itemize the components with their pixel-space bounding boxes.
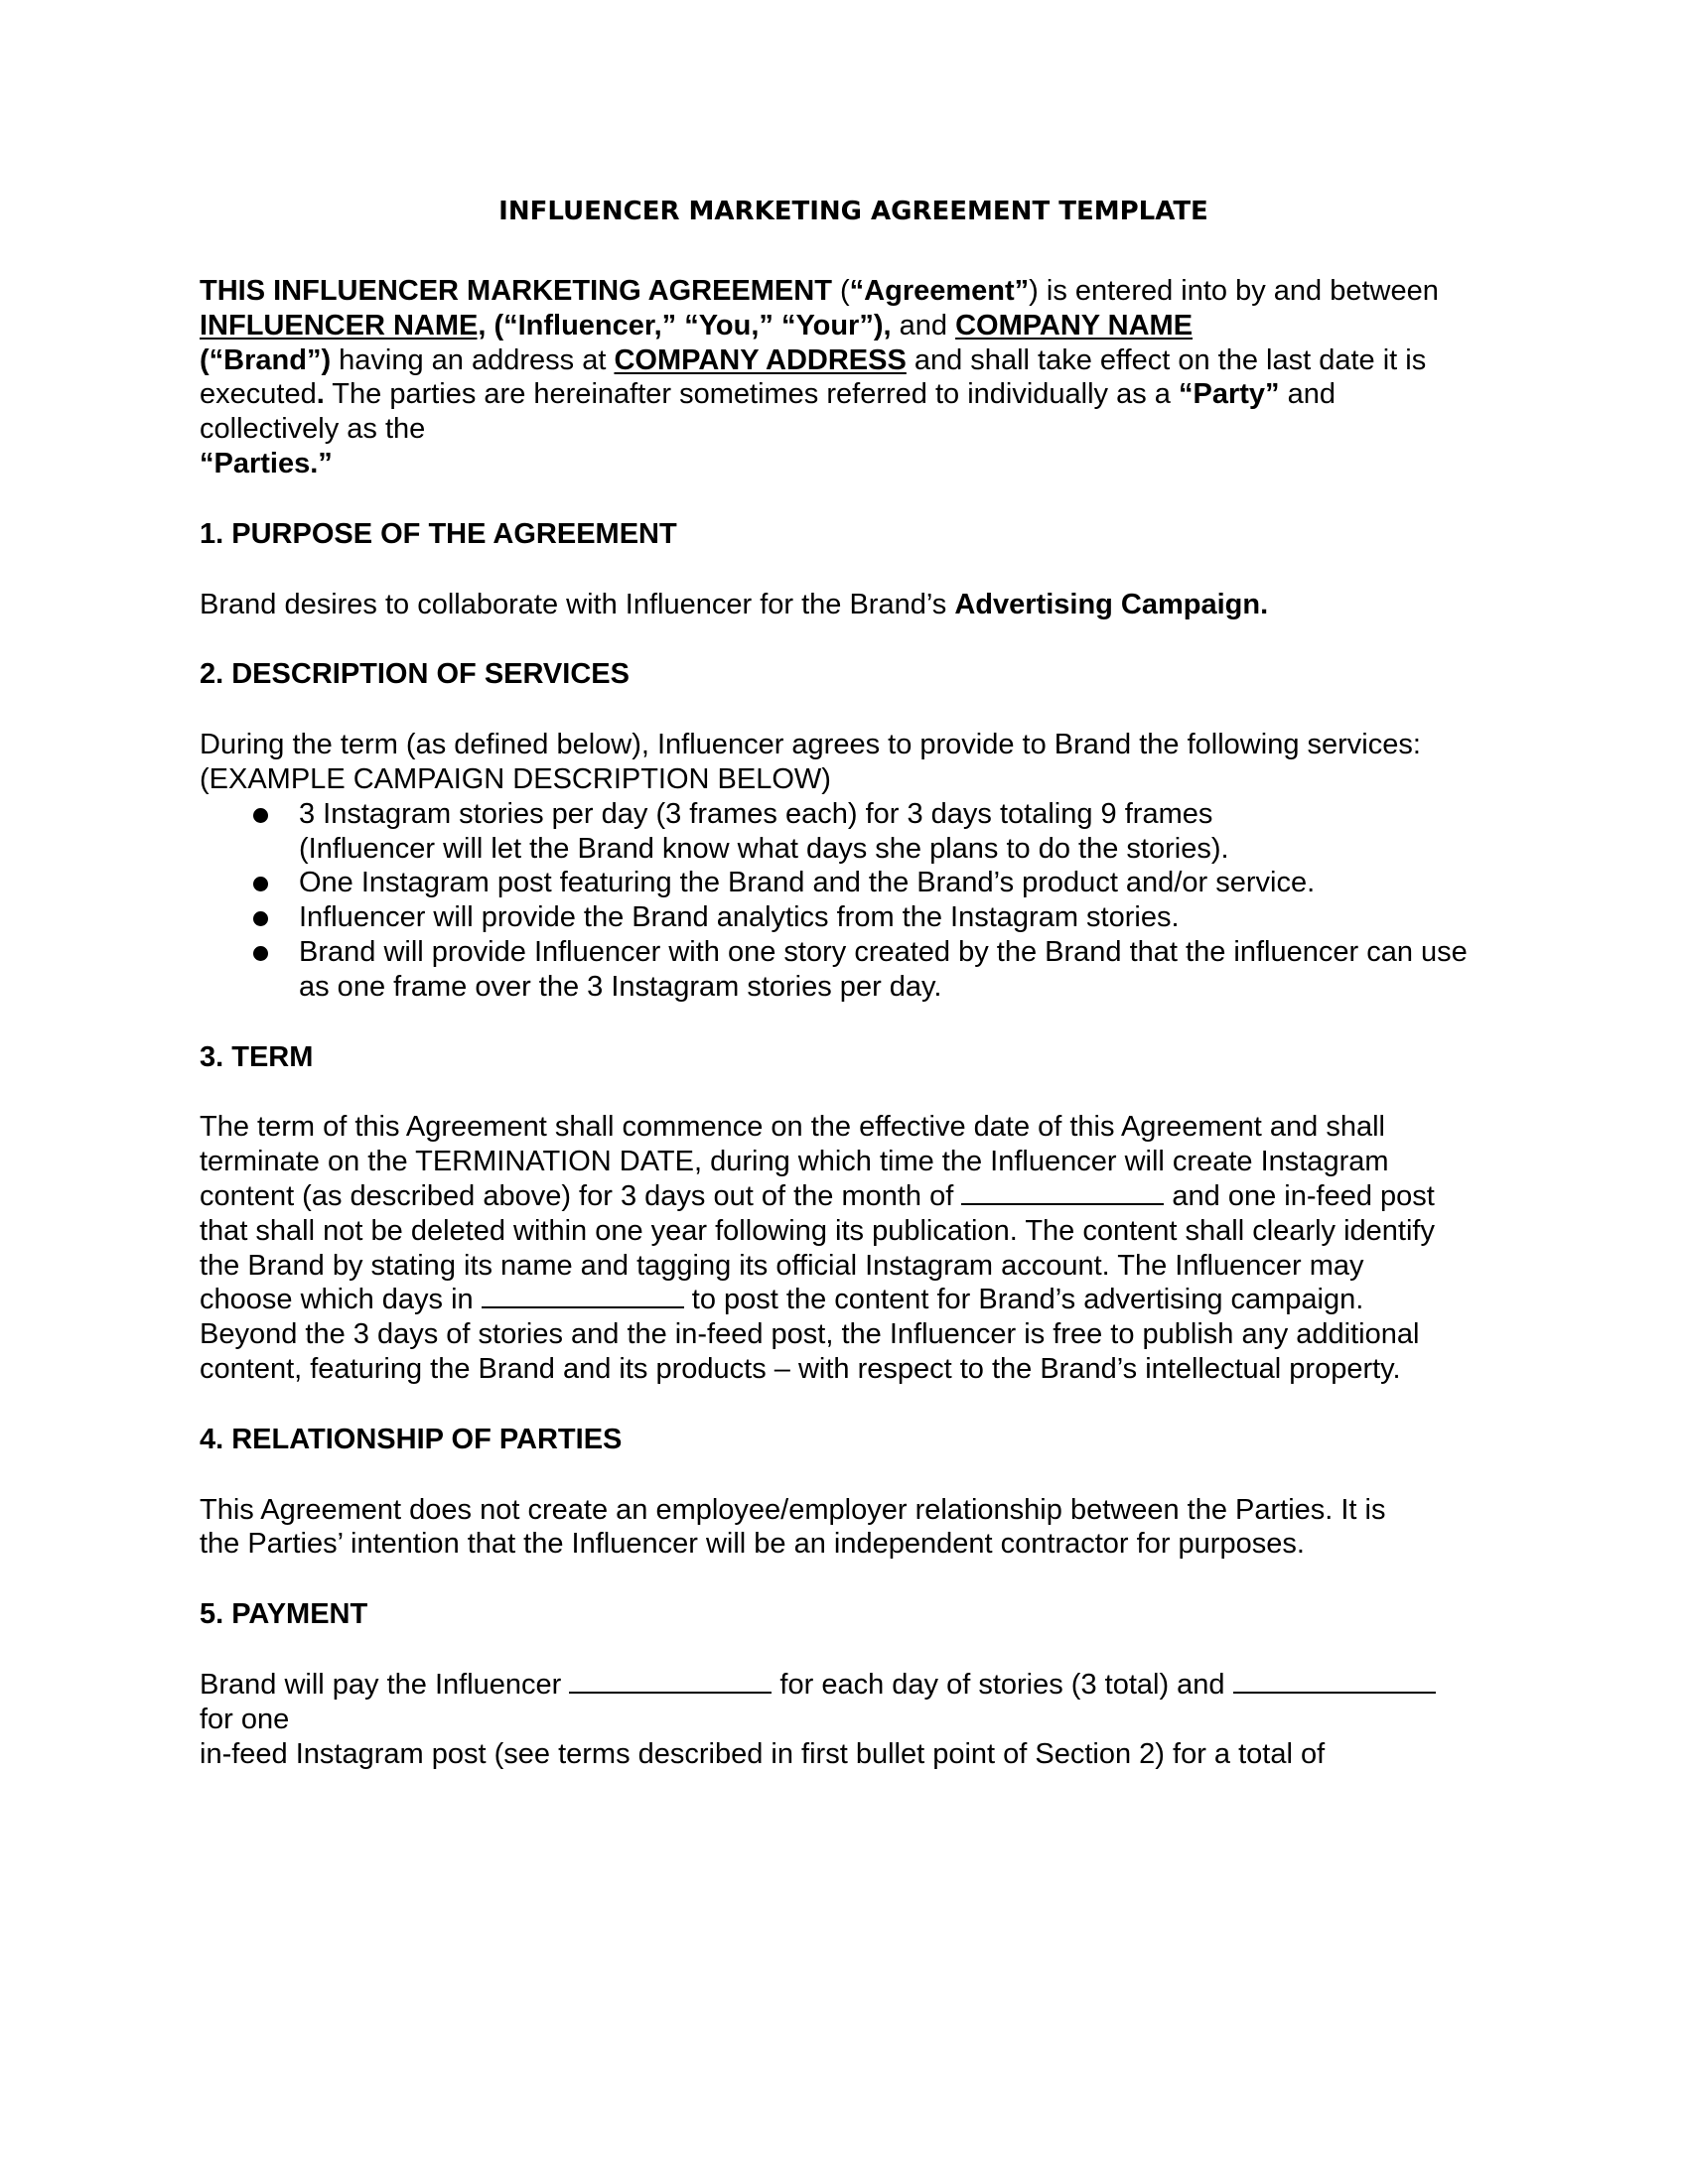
- influencer-name: INFLUENCER NAME,: [200, 309, 487, 341]
- bullet-icon: [253, 946, 268, 961]
- list-item: [299, 900, 1490, 935]
- section-3-heading: 3. TERM: [200, 1040, 314, 1073]
- bullet-icon: [253, 877, 268, 891]
- story-fee-blank: [569, 1668, 772, 1694]
- party-term: “Party”: [1178, 378, 1280, 411]
- list-item: [299, 797, 1292, 867]
- section-3-paragraph-1: [200, 1110, 1451, 1317]
- section-2-intro: During the term (as defined below), Influencer agrees to provide to Brand the following services:: [200, 729, 1421, 761]
- list-item-text: Influencer will provide the Brand analytics from the Instagram stories.: [299, 901, 1180, 934]
- services-list: [200, 797, 1490, 1005]
- section-4-heading: 4. RELATIONSHIP OF PARTIES: [200, 1423, 623, 1455]
- section-2-heading: 2. DESCRIPTION OF SERVICES: [200, 658, 630, 691]
- parties-term: “Parties.”: [200, 447, 333, 479]
- section-1-text: Brand desires to collaborate with Influencer for the Brand’s: [200, 588, 955, 620]
- bullet-icon: [253, 808, 268, 823]
- campaign-name: Advertising Campaign.: [954, 588, 1269, 620]
- section-4-body: This Agreement does not create an employee/employer relationship between the Parties. It is the Parties’ intention that the Influencer will be an independent contractor for purposes.: [200, 1493, 1386, 1561]
- intro-text: and shall take effect on the last date it is executed: [200, 343, 1427, 411]
- intro-paragraph: [200, 274, 1461, 481]
- agreement-name: THIS INFLUENCER MARKETING AGREEMENT: [200, 275, 832, 307]
- list-item-text: 3 Instagram stories per day (3 frames each) for 3 days totaling 9 frames (Influencer will let the Brand know what days she plans to do the stories).: [299, 797, 1229, 865]
- section-1-heading: 1. PURPOSE OF THE AGREEMENT: [200, 517, 677, 550]
- section-5-text: in-feed Instagram post (see terms described in first bullet point of Section 2) for a total of: [200, 1737, 1326, 1770]
- days-blank: [482, 1283, 684, 1308]
- company-name: COMPANY NAME: [955, 309, 1194, 341]
- section-5-text: Brand will pay the Influencer: [200, 1668, 570, 1701]
- section-5-heading: 5. PAYMENT: [200, 1598, 368, 1631]
- document-title: INFLUENCER MARKETING AGREEMENT TEMPLATE: [498, 197, 1208, 226]
- document-content: [200, 195, 1490, 1771]
- intro-text: having an address at: [331, 343, 615, 376]
- intro-text: and: [891, 309, 956, 341]
- intro-text: ) is entered into by and between: [1029, 275, 1439, 307]
- section-3-paragraph-2: Beyond the 3 days of stories and the in-feed post, the Influencer is free to publish any additional content, featuring the Brand and its products – with respect to the Brand’s intellectual property.: [200, 1318, 1420, 1385]
- intro-text: The parties are hereinafter sometimes referred to individually as a: [324, 378, 1179, 411]
- section-5-body: [200, 1668, 1490, 1771]
- month-blank: [961, 1179, 1164, 1205]
- section-3-text: to post the content for Brand’s advertising campaign.: [683, 1284, 1364, 1316]
- section-5-text: for each day of stories (3 total) and: [772, 1668, 1233, 1701]
- section-3-text: and one in-feed post that shall not be deleted within one year following its publication. The content shall clearly identify the Brand by stating its name and tagging its official Instagram account. The Influencer may choose which days in: [200, 1179, 1435, 1316]
- influencer-terms: (“Influencer,” “You,” “Your”),: [486, 309, 892, 341]
- section-5-text: for one: [200, 1703, 290, 1735]
- section-2-example-note: (EXAMPLE CAMPAIGN DESCRIPTION BELOW): [200, 762, 831, 795]
- list-item-text: Brand will provide Influencer with one story created by the Brand that the influencer can use as one frame over the 3 Instagram stories per day.: [299, 935, 1468, 1003]
- intro-period: .: [316, 378, 325, 411]
- list-item: [299, 935, 1490, 1005]
- company-address: COMPANY ADDRESS: [614, 343, 907, 376]
- agreement-term: “Agreement”: [849, 275, 1030, 307]
- intro-text: (: [831, 275, 850, 307]
- list-item-text: One Instagram post featuring the Brand and the Brand’s product and/or service.: [299, 867, 1316, 899]
- post-fee-blank: [1233, 1668, 1436, 1694]
- list-item: [299, 866, 1490, 900]
- section-3-text: The term of this Agreement shall commence on the effective date of this Agreement and shall terminate on the TERMINATION DATE, during which time the Influencer will create Instagram content (as described above) for 3 days out of the month of: [200, 1111, 1389, 1212]
- bullet-icon: [253, 911, 268, 926]
- brand-term: (“Brand”): [200, 343, 332, 376]
- intro-text: and collectively as the: [200, 378, 1336, 446]
- section-1-body: [200, 588, 1490, 622]
